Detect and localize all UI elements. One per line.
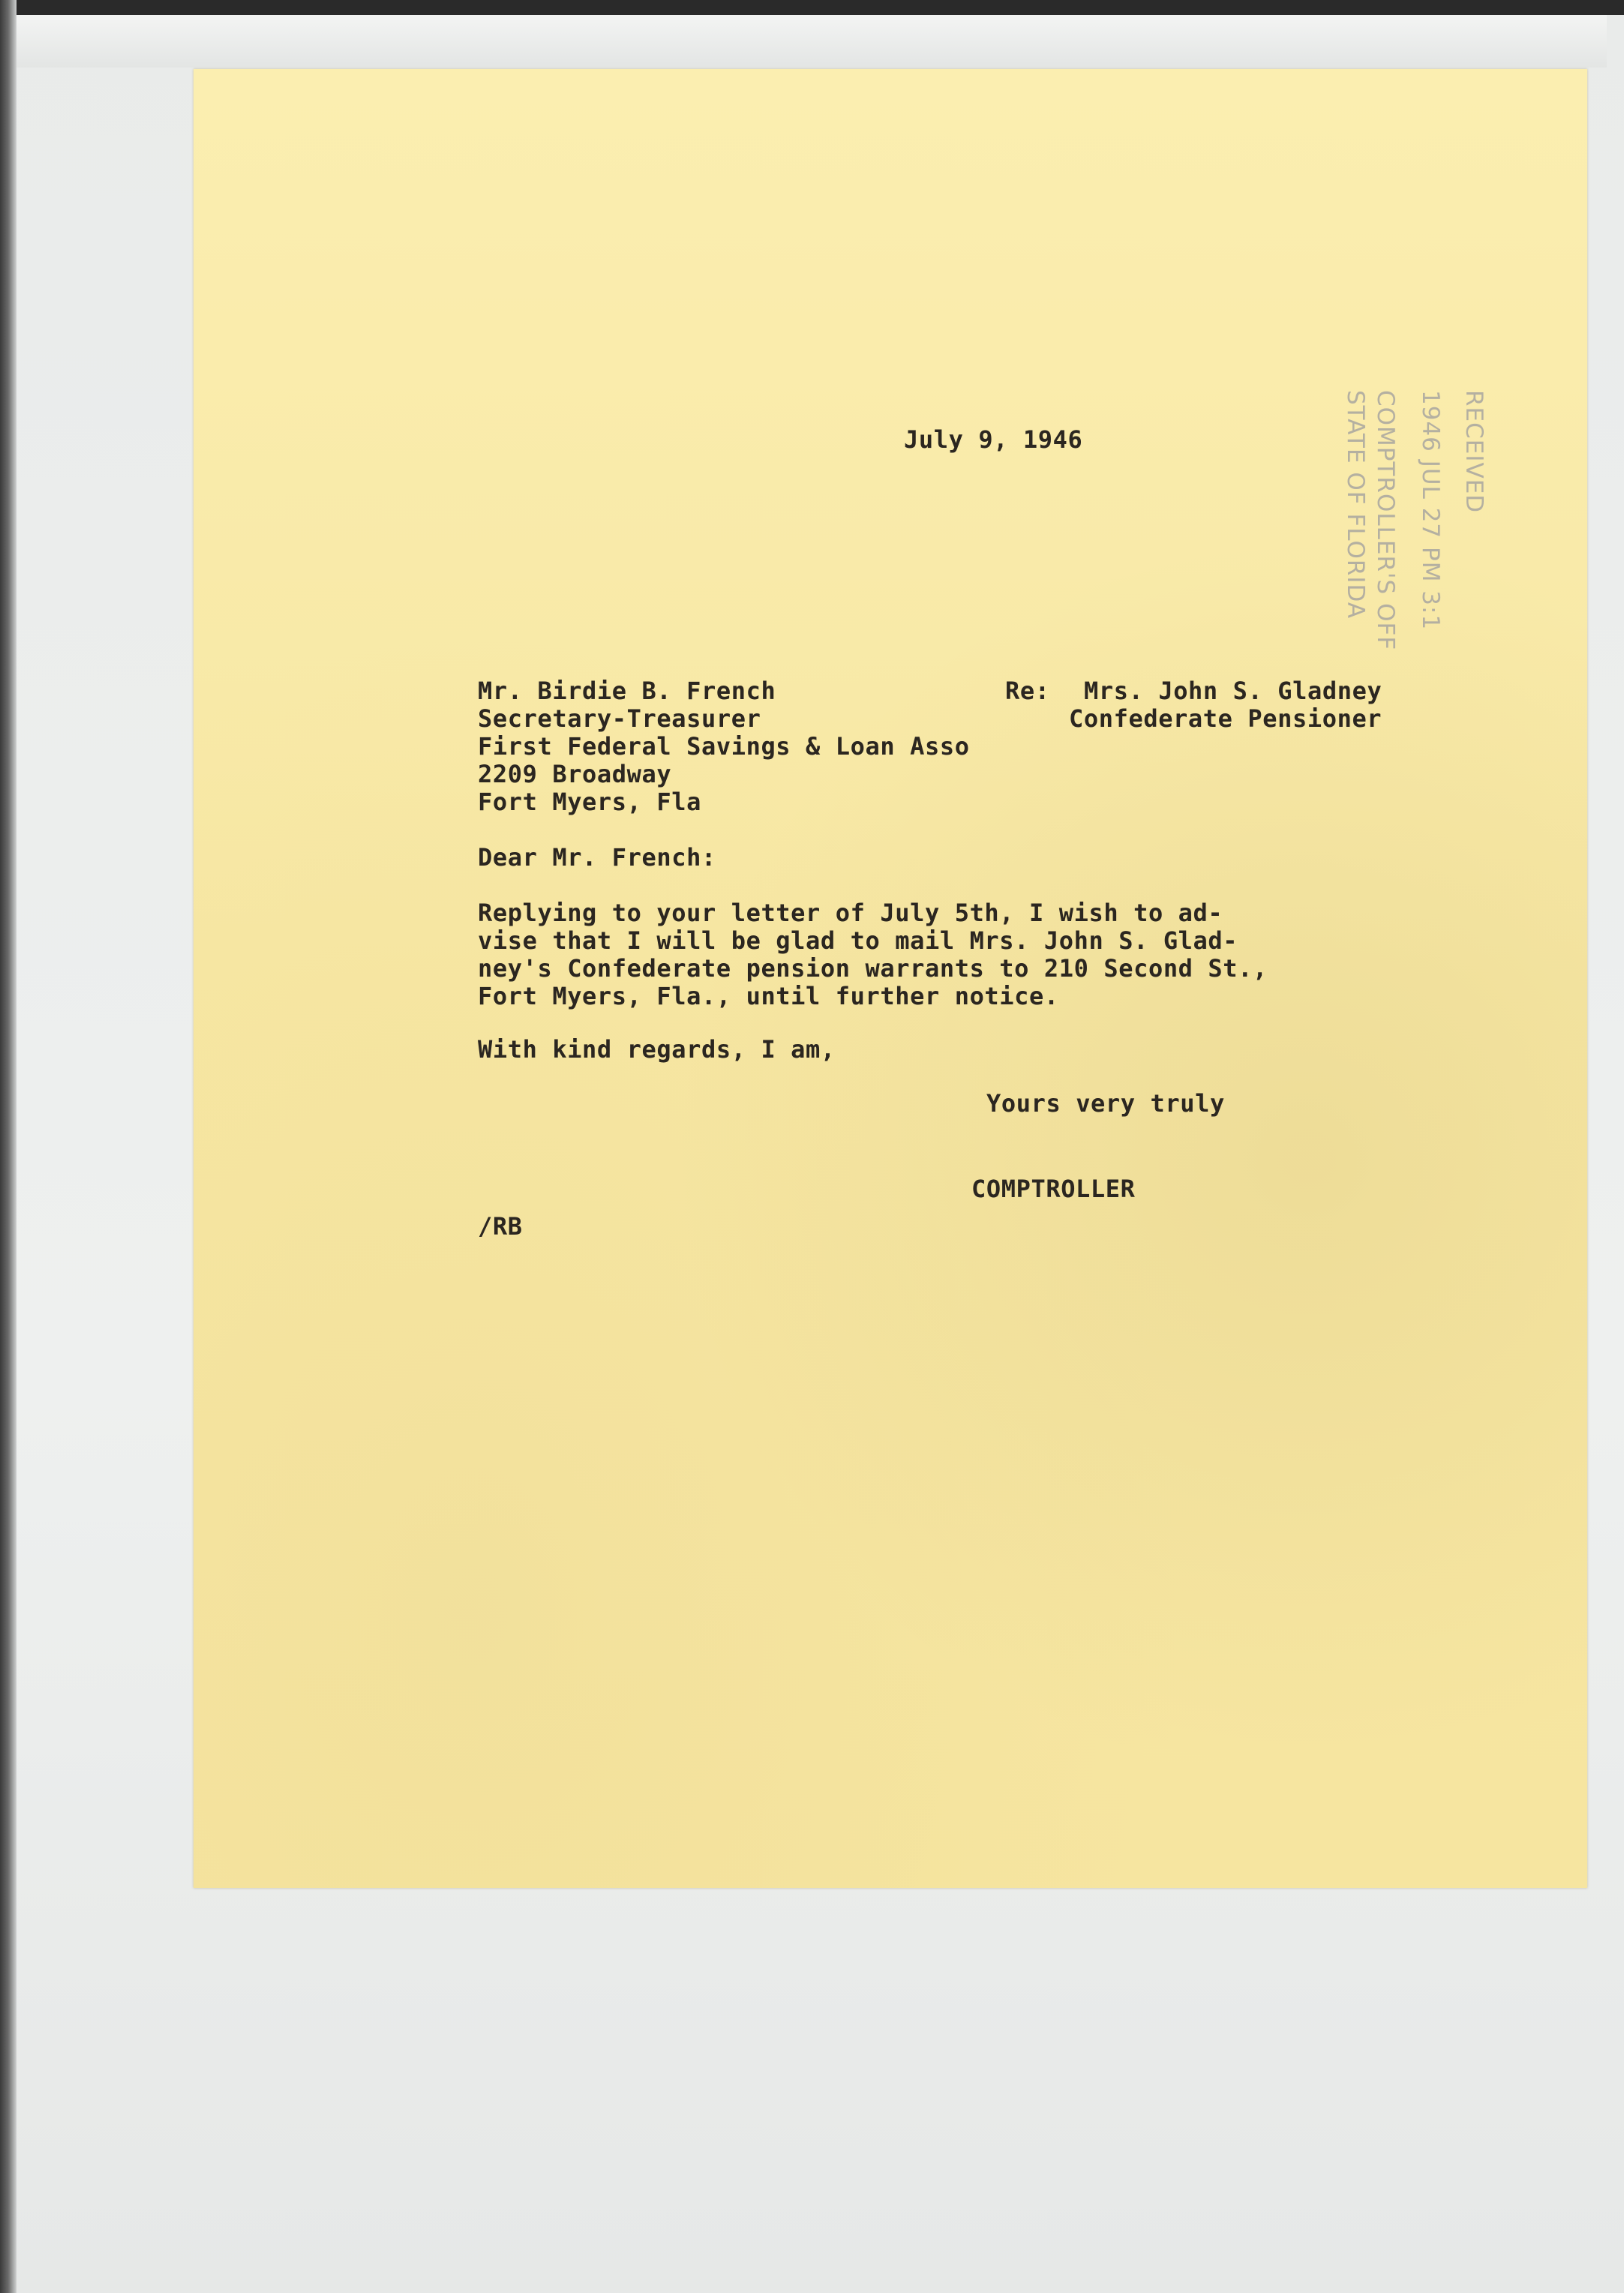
re-label: Re: bbox=[1005, 677, 1050, 705]
stamp-line: RECEIVED bbox=[1460, 390, 1487, 514]
signature-block: COMPTROLLER bbox=[971, 1175, 1136, 1203]
addressee-city: Fort Myers, Fla bbox=[478, 788, 701, 816]
stamp-line: 1946 JUL 27 PM 3:1 bbox=[1417, 390, 1444, 631]
addressee-name: Mr. Birdie B. French bbox=[478, 677, 776, 705]
addressee-street: 2209 Broadway bbox=[478, 760, 672, 788]
body-line: Replying to your letter of July 5th, I wish to ad- bbox=[478, 899, 1223, 927]
stamp-line: COMPTROLLER'S OFF bbox=[1372, 390, 1399, 651]
scan-top-edge bbox=[0, 0, 1624, 15]
addressee-company: First Federal Savings & Loan Asso bbox=[478, 732, 970, 761]
body-line: vise that I will be glad to mail Mrs. John S. Glad- bbox=[478, 926, 1238, 955]
received-stamp bbox=[1219, 390, 1489, 660]
scan-left-edge bbox=[0, 0, 17, 2293]
re-status: Confederate Pensioner bbox=[1069, 704, 1382, 733]
closing-line: With kind regards, I am, bbox=[478, 1035, 836, 1064]
addressee-title: Secretary-Treasurer bbox=[478, 704, 761, 733]
typist-initials: /RB bbox=[478, 1212, 523, 1241]
salutation: Dear Mr. French: bbox=[478, 843, 716, 872]
stamp-line: STATE OF FLORIDA bbox=[1342, 390, 1369, 620]
body-line: Fort Myers, Fla., until further notice. bbox=[478, 982, 1059, 1010]
scan-top-strip bbox=[17, 15, 1607, 68]
complimentary-close: Yours very truly bbox=[986, 1089, 1225, 1118]
re-name: Mrs. John S. Gladney bbox=[1084, 677, 1382, 705]
letter-date: July 9, 1946 bbox=[904, 425, 1083, 454]
body-line: ney's Confederate pension warrants to 210 Second St., bbox=[478, 954, 1268, 983]
